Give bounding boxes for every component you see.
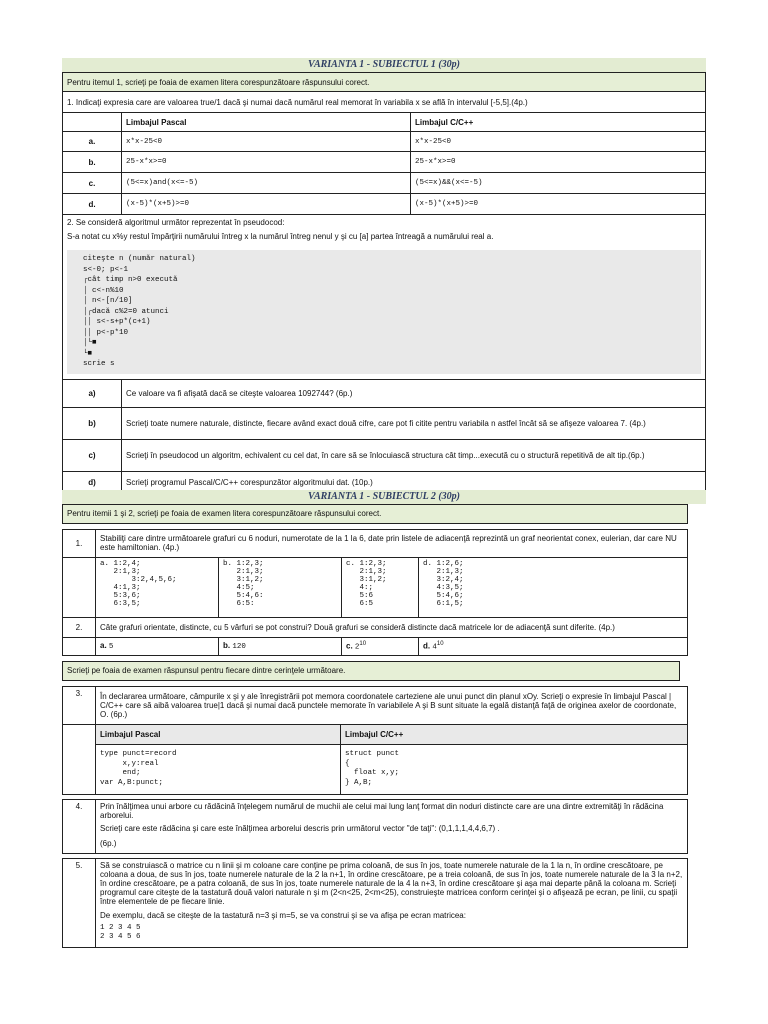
q1-options-table bbox=[62, 112, 706, 215]
header-c: Limbajul C/C++ bbox=[411, 113, 706, 132]
subject2-q2 bbox=[62, 617, 688, 638]
subquestion-row bbox=[63, 379, 706, 407]
subject2-instruction-2 bbox=[62, 661, 680, 681]
question-points: (6p.) bbox=[100, 838, 117, 848]
count-option: d. $4^{10}$ bbox=[419, 637, 688, 655]
question-text: Stabiliţi care dintre următoarele grafuri cu 6 noduri, numerotate de la 1 la 6, date prin listele de adiacenţă reprezintă un graf neorientat conex, eulerian, dar care NU este hamiltonian. (4p.) bbox=[96, 529, 688, 557]
question-text-2: Scrieţi care este rădăcina şi care este înălţimea arborelui descris prin următorul vector "de taţi": (0,1,1,1,4,4,6,7) . bbox=[100, 823, 500, 833]
option-label: c. bbox=[63, 173, 122, 194]
option-row bbox=[63, 152, 706, 173]
question-text: În declararea următoare, câmpurile x şi y ale înregistrării pot memora coordonatele carteziene ale unui punct din planul xOy. Scrieţi o expresie în limbajul Pascal | C/C++ care să aibă valoarea true|1 dacă şi numai dacă punctele memorate în variabilele A şi B sunt situate la egală distanţă faţă de originea axelor de coordonate, O. (6p.) bbox=[96, 686, 688, 724]
question-text: Prin înălţimea unui arbore cu rădăcină înţelegem numărul de muchii ale celui mai lung lanţ format din noduri distincte care are una dintre extremităţi în rădăcina arborelui. bbox=[100, 801, 664, 820]
option-label: d. bbox=[63, 194, 122, 215]
question-2-table bbox=[62, 214, 706, 380]
subject2-q1 bbox=[62, 529, 688, 558]
subquestion-row bbox=[63, 439, 706, 471]
question-number: 3. bbox=[63, 686, 96, 724]
question-number: 5. bbox=[63, 858, 96, 947]
header-c: Limbajul C/C++ bbox=[341, 724, 688, 744]
subquestion-row bbox=[63, 407, 706, 439]
graph-option: b. 1:2,3; 2:1,3; 3:1,2; 4:5; 5:4,6: 6:5: bbox=[219, 557, 342, 617]
subquestion-text: Scrieţi în pseudocod un algoritm, echivalent cu cel dat, în care să se înlocuiască structura cât timp...execută cu o structură repetitivă de alt tip.(6p.) bbox=[122, 439, 706, 471]
subquestion-text: Scrieţi programul Pascal/C/C++ corespunzător algoritmului dat. (10p.) bbox=[122, 471, 706, 493]
option-c: 25-x*x>=0 bbox=[411, 152, 706, 173]
option-pascal: (x-5)*(x+5)>=0 bbox=[122, 194, 411, 215]
option-pascal: (5<=x)and(x<=-5) bbox=[122, 173, 411, 194]
subquestion-label: c) bbox=[63, 439, 122, 471]
record-declaration bbox=[62, 724, 688, 795]
subquestion-text: Scrieţi toate numere naturale, distincte, fiecare având exact două cifre, care pot fi citite pentru variabila n astfel încât să se afişeze valoarea 7. (4p.) bbox=[122, 407, 706, 439]
subject1-table bbox=[62, 72, 706, 113]
option-row bbox=[63, 132, 706, 152]
instruction: Pentru itemii 1 şi 2, scrieţi pe foaia de examen litera corespunzătoare răspunsului corect. bbox=[63, 504, 688, 523]
example-text: De exemplu, dacă se citeşte de la tastatură n=3 şi m=5, se va construi şi se va afişa pe ecran matricea: bbox=[100, 910, 466, 920]
header-pascal: Limbajul Pascal bbox=[122, 113, 411, 132]
subject2-q5 bbox=[62, 858, 688, 948]
option-c: (x-5)*(x+5)>=0 bbox=[411, 194, 706, 215]
count-options bbox=[62, 637, 688, 656]
graph-option: a. 1:2,4; 2:1,3; 3:2,4,5,6; 4:1,3; 5:3,6; 6:3,5; bbox=[96, 557, 219, 617]
subject2-instruction bbox=[62, 504, 688, 524]
count-option: a. 5 bbox=[96, 637, 219, 655]
subject2-q4 bbox=[62, 799, 688, 854]
subquestion-label: a) bbox=[63, 379, 122, 407]
count-option: b. 120 bbox=[219, 637, 342, 655]
graph-option: d. 1:2,6; 2:1,3; 3:2,4; 4:3,5; 5:4,6; 6:1,5; bbox=[419, 557, 688, 617]
question-2-note: S-a notat cu x%y restul împărţirii numărului întreg x la numărul întreg nenul y şi cu [a] partea întreagă a numărului real a. bbox=[67, 232, 494, 241]
example-matrix: 1 2 3 4 5 2 3 4 5 6 bbox=[100, 923, 141, 941]
question-text: Câte grafuri orientate, distincte, cu 5 vârfuri se pot construi? Două grafuri se consideră distincte dacă matricele lor de adiacenţă sunt diferite. (4p.) bbox=[96, 617, 688, 637]
question-1: 1. Indicaţi expresia care are valoarea true/1 dacă şi numai dacă numărul real memorat în variabila x se află în intervalul [-5,5].(4p.) bbox=[63, 92, 706, 113]
option-pascal: x*x-25<0 bbox=[122, 132, 411, 152]
question-number: 1. bbox=[63, 529, 96, 557]
option-row bbox=[63, 173, 706, 194]
header-pascal: Limbajul Pascal bbox=[96, 724, 341, 744]
exam-page bbox=[62, 58, 706, 948]
question-number: 4. bbox=[63, 799, 96, 853]
instruction: Scrieţi pe foaia de examen răspunsul pentru fiecare dintre cerinţele următoare. bbox=[63, 661, 680, 680]
option-c: x*x-25<0 bbox=[411, 132, 706, 152]
subquestion-label: d) bbox=[63, 471, 122, 493]
question-text: Să se construiască o matrice cu n linii şi m coloane care conţine pe prima coloană, de sus în jos, toate numerele naturale de la 1 la n, în ordine crescătoare, pe coloana a doua, de sus în jos, toate numerele naturale de la 2 la n+1, în ordine crescătoare, pe a treia coloană, de sus în jos, toate numerele naturale de la 3 la n+2, în ordine crescătoare, pe a patra coloană, de sus în jos, toate numerele naturale de la 4 la n+3, în ordine crescătoare şi aşa mai departe până la coloana m. Scrieţi programul care citeşte de la tastatură două valori naturale n şi m (2<n<25, 2<m<25), construieşte matricea conform cerinţei şi o afişează pe ecran, pe linii, cu spaţii între elementele de pe fiecare linie. bbox=[100, 860, 683, 906]
count-option: c. $2^{10}$ bbox=[342, 637, 419, 655]
pseudocode-block: citeşte n (număr natural) s<-0; p<-1 ┌cât timp n>0 execută │ c<-n%10 │ n<-[n/10] │┌dacă c%2=0 atunci ││ s<-s+p*(c+1) ││ p<-p*10 │└■ └■ scrie s bbox=[67, 250, 701, 374]
option-label: b. bbox=[63, 152, 122, 173]
section-title: VARIANTA 1 - SUBIECTUL 2 (30p) bbox=[62, 490, 706, 504]
instruction: Pentru itemul 1, scrieţi pe foaia de examen litera corespunzătoare răspunsului corect. bbox=[63, 73, 706, 92]
pascal-declaration: type punct=record x,y:real end; var A,B:punct; bbox=[96, 744, 341, 794]
graph-option: c. 1:2,3; 2:1,3; 3:1,2; 4:; 5:6 6:5 bbox=[342, 557, 419, 617]
option-pascal: 25-x*x>=0 bbox=[122, 152, 411, 173]
subquestion-label: b) bbox=[63, 407, 122, 439]
subquestions-table bbox=[62, 379, 706, 494]
graph-options bbox=[62, 557, 688, 618]
section-title: VARIANTA 1 - SUBIECTUL 1 (30p) bbox=[62, 58, 706, 72]
option-c: (5<=x)&&(x<=-5) bbox=[411, 173, 706, 194]
option-row bbox=[63, 194, 706, 215]
question-2: 2. Se consideră algoritmul următor reprezentat în pseudocod: bbox=[67, 218, 285, 227]
c-declaration: struct punct { float x,y; } A,B; bbox=[341, 744, 688, 794]
option-label: a. bbox=[63, 132, 122, 152]
subquestion-text: Ce valoare va fi afişată dacă se citeşte valoarea 1092744? (6p.) bbox=[122, 379, 706, 407]
subject2-q3 bbox=[62, 686, 688, 725]
question-number: 2. bbox=[63, 617, 96, 637]
